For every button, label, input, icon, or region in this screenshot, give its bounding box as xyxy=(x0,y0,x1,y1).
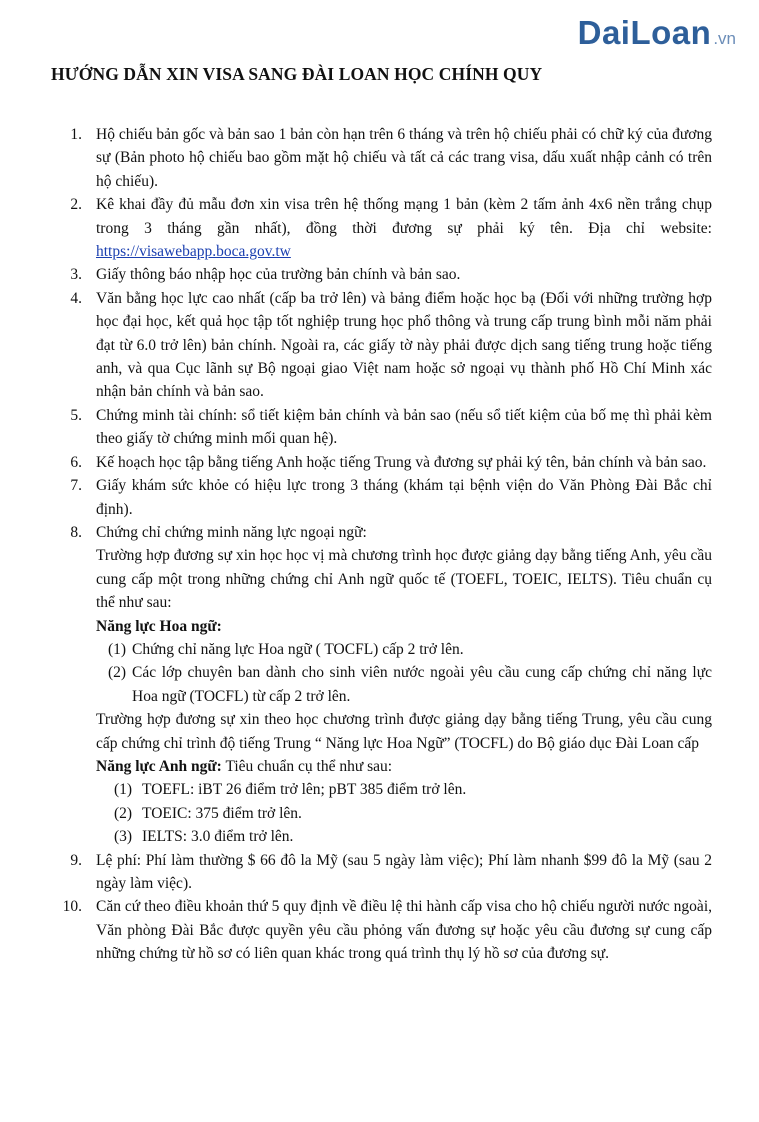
list-item xyxy=(42,474,712,521)
item-text: Giấy khám sức khỏe có hiệu lực trong 3 tháng (khám tại bệnh viện do Văn Phòng Đài Bắc chỉ định). xyxy=(96,477,712,518)
list-item xyxy=(42,849,712,896)
item-number: 4. xyxy=(70,289,82,307)
item-number: 7. xyxy=(70,477,82,495)
item-number: 2. xyxy=(70,196,82,214)
site-logo xyxy=(578,14,736,52)
logo-tld: .vn xyxy=(713,29,736,48)
visa-website-link[interactable]: https://visawebapp.boca.gov.tw xyxy=(96,243,291,261)
chinese-ability-heading: Năng lực Hoa ngữ: xyxy=(96,617,222,635)
item-text: Căn cứ theo điều khoản thứ 5 quy định về điều lệ thi hành cấp visa cho hộ chiếu người nước ngoài, Văn phòng Đài Bắc được quyền yêu cầu phỏng vấn đương sự hoặc yêu cầu đương sự cung cấp những chứng từ hồ sơ có liên quan khác trong quá trình thụ lý hồ sơ của đương sự. xyxy=(96,898,712,963)
list-item xyxy=(42,404,712,451)
list-item xyxy=(42,451,712,474)
item-text: Kê khai đầy đủ mẫu đơn xin visa trên hệ thống mạng 1 bản (kèm 2 tấm ảnh 4x6 nền trắng chụp trong 3 tháng gần nhất), đồng thời đương sự phải ký tên. Địa chỉ website: xyxy=(96,196,712,237)
sub-item-number: (1) xyxy=(108,640,127,658)
sub-list-item xyxy=(42,802,712,825)
document-body xyxy=(42,123,712,966)
item-text: Kế hoạch học tập bằng tiếng Anh hoặc tiếng Trung và đương sự phải ký tên, bản chính và bản sao. xyxy=(96,453,707,471)
sub-item-number: (3) xyxy=(114,828,133,846)
list-item xyxy=(42,263,712,286)
chinese-requirement-paragraph: Trường hợp đương sự xin theo học chương trình được giảng dạy bằng tiếng Trung, yêu cầu cung cấp chứng chỉ trình độ tiếng Trung “ Năng lực Hoa Ngữ” (TOCFL) do Bộ giáo dục Đài Loan cấp xyxy=(96,711,712,752)
item-number: 10. xyxy=(62,898,82,916)
sub-list-item xyxy=(42,825,712,848)
english-ability-line xyxy=(42,755,712,778)
sub-item-text: Chứng chỉ năng lực Hoa ngữ ( TOCFL) cấp 2 trở lên. xyxy=(132,640,464,658)
sub-item-number: (2) xyxy=(108,664,127,682)
sub-list-item xyxy=(42,638,712,661)
logo-main: DaiLoan xyxy=(577,14,712,51)
sub-item-text: TOEFL: iBT 26 điểm trở lên; pBT 385 điểm trở lên. xyxy=(142,781,467,799)
sub-item-number: (2) xyxy=(114,804,133,822)
sub-item-text: TOEIC: 375 điểm trở lên. xyxy=(142,804,302,822)
item-text: Lệ phí: Phí làm thường $ 66 đô la Mỹ (sau 5 ngày làm việc); Phí làm nhanh $99 đô la Mỹ (sau 2 ngày làm việc). xyxy=(96,851,712,892)
item-text: Chứng chỉ chứng minh năng lực ngoại ngữ: xyxy=(96,523,367,541)
sub-item-number: (1) xyxy=(114,781,133,799)
document-title: HƯỚNG DẪN XIN VISA SANG ĐÀI LOAN HỌC CHÍNH QUY xyxy=(51,64,543,84)
list-item xyxy=(42,895,712,965)
item-text: Giấy thông báo nhập học của trường bản chính và bản sao. xyxy=(96,266,461,284)
item-number: 8. xyxy=(70,523,82,541)
sub-item-text: IELTS: 3.0 điểm trở lên. xyxy=(142,828,294,846)
list-item xyxy=(42,193,712,263)
sub-list-item xyxy=(42,778,712,801)
english-ability-heading: Năng lực Anh ngữ: xyxy=(96,757,222,775)
item-number: 5. xyxy=(70,406,82,424)
item-text: Hộ chiếu bản gốc và bản sao 1 bản còn hạn trên 6 tháng và trên hộ chiếu phải có chữ ký của đương sự (Bản photo hộ chiếu bao gồm mặt hộ chiếu và tất cả các trang visa, dấu xuất nhập cảnh có trên hộ chiếu). xyxy=(96,126,712,190)
list-item xyxy=(42,123,712,193)
item-number: 9. xyxy=(70,851,82,869)
item-number: 1. xyxy=(70,126,82,143)
english-ability-tail: Tiêu chuẩn cụ thể như sau: xyxy=(221,757,393,775)
sub-list-item xyxy=(42,661,712,708)
sub-item-text: Các lớp chuyên ban dành cho sinh viên nước ngoài yêu cầu cung cấp chứng chỉ năng lực Hoa ngữ (TOCFL) từ cấp 2 trở lên. xyxy=(132,664,712,705)
item-number: 6. xyxy=(70,453,82,471)
list-item xyxy=(42,287,712,404)
item-number: 3. xyxy=(70,266,82,284)
item-text: Văn bằng học lực cao nhất (cấp ba trở lên) và bảng điểm hoặc học bạ (Đối với những trường hợp học đại học, kết quả học tập tốt nghiệp trung học phổ thông và trung cấp trung bình mỗi năm phải đạt từ 6.0 trở lên) bản chính. Ngoài ra, các giấy tờ này phải được dịch sang tiếng trung hoặc tiếng anh, và qua Cục lãnh sự Bộ ngoại giao Việt nam hoặc sở ngoại vụ thành phố Hồ Chí Minh xác nhận bản chính và bản sao. xyxy=(96,289,712,401)
item-text: Chứng minh tài chính: sổ tiết kiệm bản chính và bản sao (nếu sổ tiết kiệm của bố mẹ thì phải kèm theo giấy tờ chứng minh mối quan hệ). xyxy=(96,406,712,448)
list-item xyxy=(42,521,712,544)
english-requirement-paragraph: Trường hợp đương sự xin học học vị mà chương trình học được giảng dạy bằng tiếng Anh, yêu cầu cung cấp một trong những chứng chỉ Anh ngữ quốc tế (TOEFL, TOEIC, IELTS). Tiêu chuẩn cụ thể như sau: xyxy=(96,547,712,612)
